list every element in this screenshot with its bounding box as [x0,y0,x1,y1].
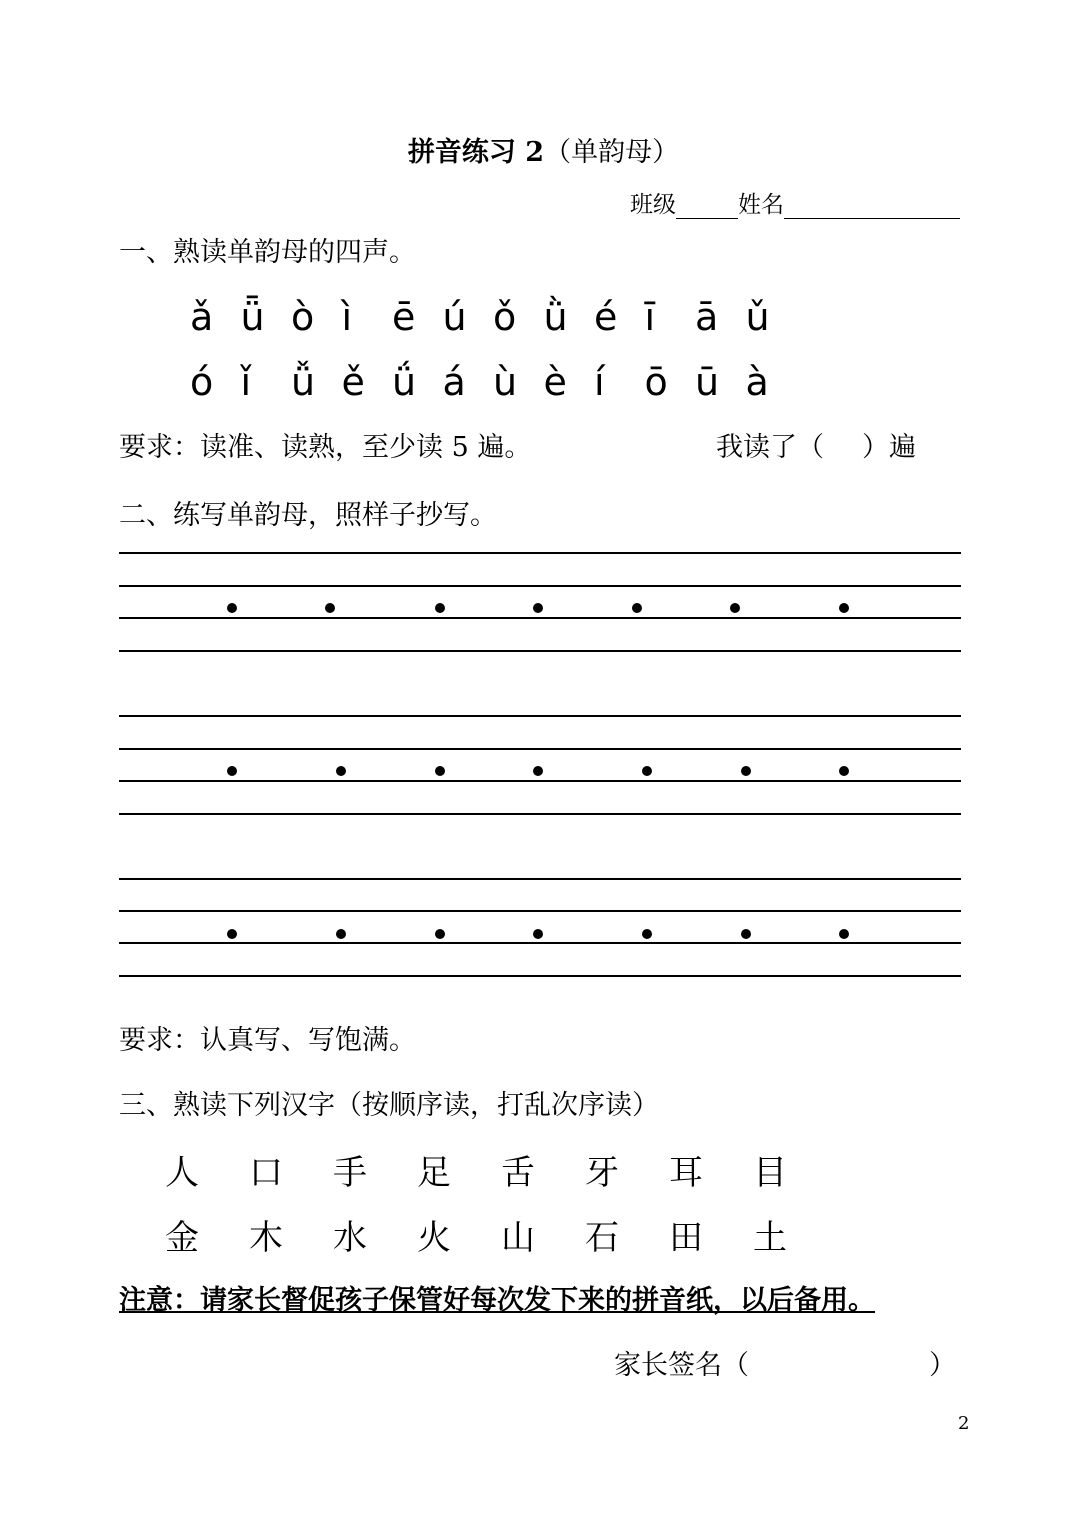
hanzi-item: 火 [417,1218,451,1258]
example-dot [325,603,335,613]
example-dot [730,603,740,613]
pinyin-item: ū [695,360,720,404]
example-dot [642,766,652,776]
reading-requirement: 要求：读准、读熟，至少读 5 遍。 [119,432,532,463]
section1-heading: 一、熟读单韵母的四声。 [119,237,416,268]
example-dot [227,929,237,939]
example-dot [533,766,543,776]
writing-requirement: 要求：认真写、写饱满。 [119,1025,416,1056]
hanzi-row-1 [165,1145,837,1194]
pinyin-item: ǒ [493,295,517,339]
pinyin-item: ǚ [291,360,316,404]
pinyin-item: ā [695,295,719,339]
writing-line [119,650,961,652]
pinyin-item: ǔ [745,295,770,339]
pinyin-item: í [594,360,605,404]
page-number: 2 [958,1413,970,1434]
example-dot [632,603,642,613]
example-dot [227,766,237,776]
writing-line [119,910,961,912]
pinyin-item: ē [392,295,416,339]
hanzi-item: 水 [333,1218,367,1258]
writing-line [119,942,961,944]
writing-line [119,585,961,587]
hanzi-item: 目 [753,1153,787,1193]
hanzi-item: 口 [249,1153,283,1193]
name-label: 姓名 [738,192,784,218]
pinyin-item: ǐ [240,360,252,404]
example-dot [227,603,237,613]
class-label: 班级 [630,192,676,218]
example-dot [839,929,849,939]
example-dot [336,929,346,939]
hanzi-item: 手 [333,1153,367,1193]
example-dot [642,929,652,939]
class-name-line [630,186,960,219]
example-dot [435,766,445,776]
hanzi-item: 舌 [501,1153,535,1193]
example-dot [533,603,543,613]
name-blank[interactable] [784,196,960,219]
pinyin-item: ě [341,360,365,404]
pinyin-item: ǜ [543,295,568,339]
hanzi-item: 耳 [669,1153,703,1193]
writing-line [119,975,961,977]
writing-line [119,715,961,717]
example-dot [435,603,445,613]
pinyin-item: ò [291,295,315,339]
example-dot [336,766,346,776]
hanzi-item: 土 [753,1218,787,1258]
pinyin-item: ù [493,360,518,404]
example-dot [839,603,849,613]
example-dot [839,766,849,776]
pinyin-item: à [745,360,769,404]
writing-line [119,780,961,782]
section3-heading: 三、熟读下列汉字（按顺序读，打乱次序读） [119,1090,659,1121]
parent-signature: 家长签名（ ） [614,1350,956,1381]
read-count: 我读了（ ）遍 [716,432,916,463]
writing-line [119,617,961,619]
pinyin-item: ì [341,295,353,339]
pinyin-row-1 [190,295,796,339]
pinyin-item: è [543,360,567,404]
hanzi-item: 石 [585,1218,619,1258]
class-blank[interactable] [676,196,738,219]
pinyin-item: ǖ [240,295,265,339]
hanzi-item: 人 [165,1153,199,1193]
writing-line [119,813,961,815]
pinyin-item: ǘ [392,360,417,404]
example-dot [741,929,751,939]
example-dot [435,929,445,939]
pinyin-row-2 [190,360,796,404]
hanzi-item: 牙 [585,1153,619,1193]
pinyin-item: ǎ [190,295,214,339]
pinyin-item: á [442,360,466,404]
page-title: 拼音练习 2（单韵母） [407,137,680,168]
hanzi-item: 田 [669,1218,703,1258]
hanzi-row-2 [165,1210,837,1259]
hanzi-item: 足 [417,1153,451,1193]
parent-notice: 注意：请家长督促孩子保管好每次发下来的拼音纸，以后备用。 [119,1285,875,1316]
section2-heading: 二、练写单韵母，照样子抄写。 [119,500,497,531]
writing-line [119,748,961,750]
hanzi-item: 山 [501,1218,535,1258]
example-dot [533,929,543,939]
pinyin-item: é [594,295,618,339]
example-dot [741,766,751,776]
pinyin-item: ó [190,360,214,404]
pinyin-item: ú [442,295,467,339]
hanzi-item: 木 [249,1218,283,1258]
hanzi-item: 金 [165,1218,199,1258]
pinyin-item: ī [644,295,656,339]
pinyin-item: ō [644,360,668,404]
writing-line [119,878,961,880]
writing-line [119,552,961,554]
